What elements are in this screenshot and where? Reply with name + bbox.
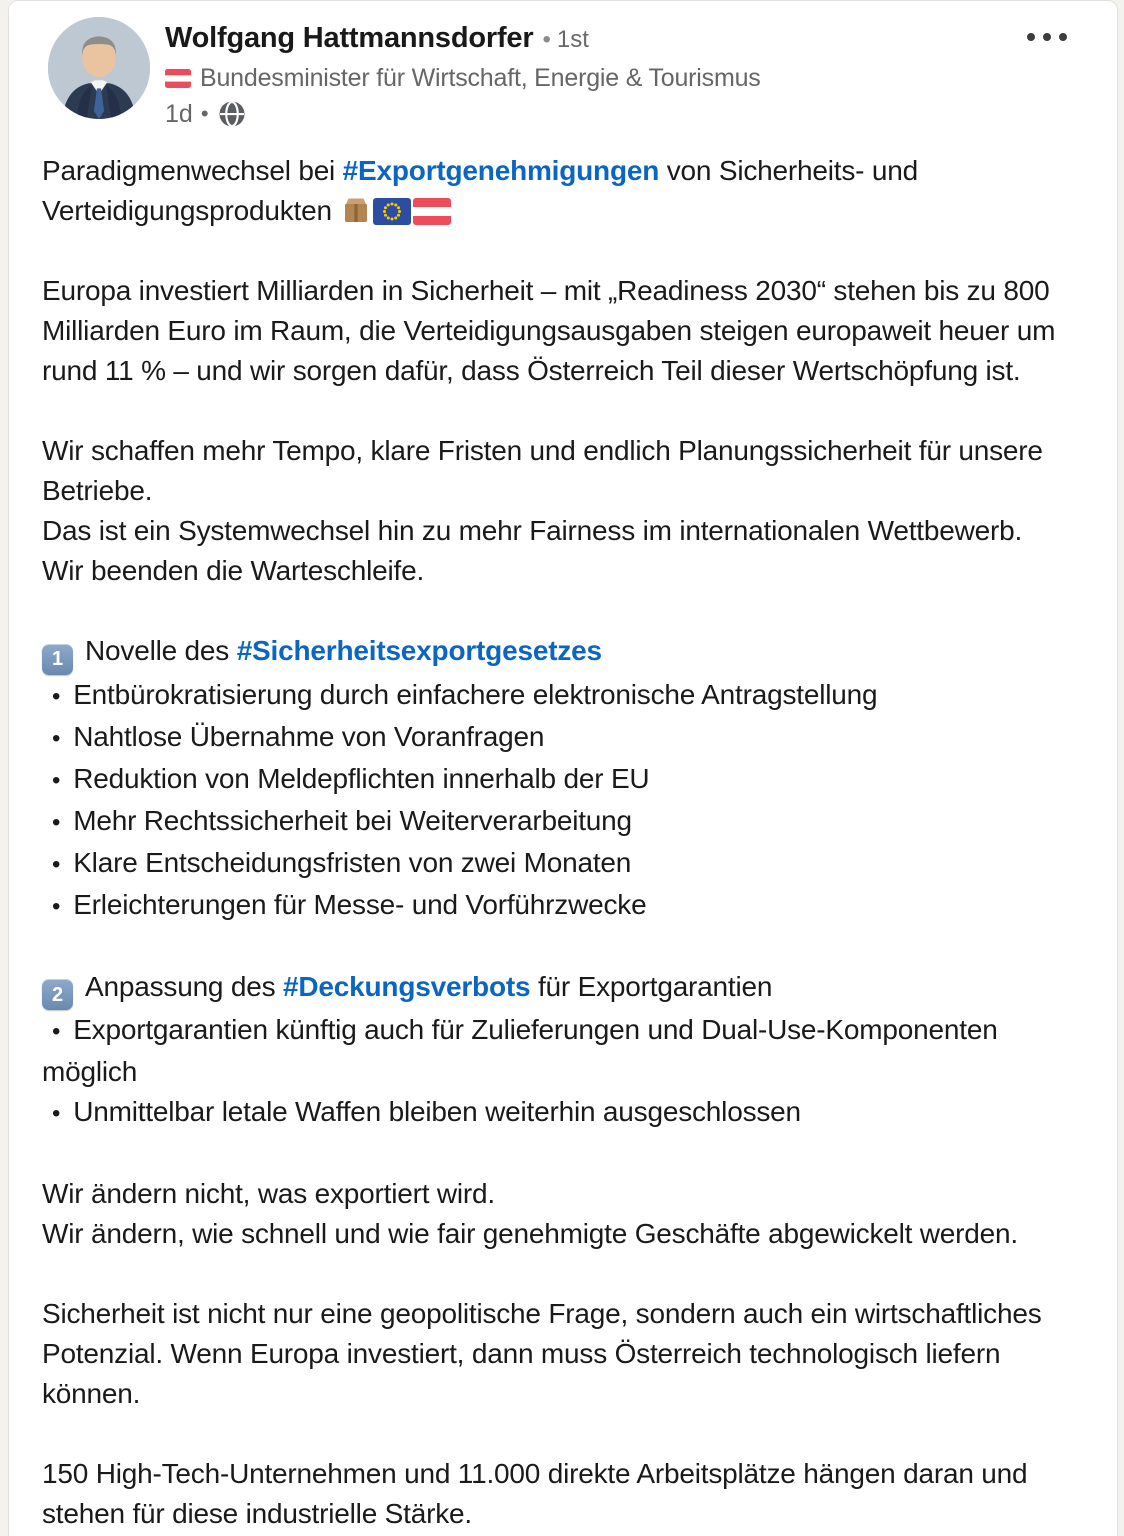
eu-flag-emoji — [373, 198, 411, 225]
bullet-text: Exportgarantien künftig auch für Zulieferungen und Dual-Use-Komponenten möglich — [42, 1014, 998, 1087]
bullet-item — [42, 843, 1081, 885]
connection-degree: 1st — [556, 26, 589, 53]
bullet-text: Nahtlose Übernahme von Voranfragen — [73, 720, 545, 752]
bullet-icon: • — [52, 682, 61, 710]
post-header — [9, 1, 1117, 131]
bullet-item — [42, 675, 1081, 717]
heading-text: Anpassung des — [85, 970, 284, 1002]
author-headline: Bundesminister für Wirtschaft, Energie & Tourismus — [200, 64, 761, 92]
paragraph-tempo — [42, 431, 1081, 591]
bullet-icon: • — [52, 1018, 61, 1045]
package-emoji — [341, 195, 371, 225]
avatar-portrait-image — [48, 17, 150, 119]
paragraph-text: Europa investiert Milliarden in Sicherheit – mit „Readiness 2030“ stehen bis zu 800 Milliarden Euro im Raum, die Verteidigungsausgaben steigen europaweit heuer um rund 11 % – und wir sorgen dafür, dass Österreich Teil dieser Wertschöpfung ist. — [42, 275, 1056, 386]
paragraph-line: Wir beenden die Warteschleife. — [42, 555, 425, 586]
bullet-text: Entbürokratisierung durch einfachere elektronische Antragstellung — [73, 678, 878, 710]
paragraph-line: Wir schaffen mehr Tempo, klare Fristen und endlich Planungssicherheit für unsere Betriebe. — [42, 435, 1043, 506]
post-age: 1d — [165, 100, 193, 128]
section-heading — [42, 631, 1081, 675]
bullet-item — [42, 717, 1081, 759]
section-novelle — [42, 631, 1081, 927]
bullet-item — [42, 1010, 1081, 1092]
section-deckungsverbot — [42, 967, 1081, 1135]
bullet-icon: • — [52, 850, 61, 878]
bullet-icon: • — [52, 808, 61, 836]
author-name[interactable]: Wolfgang Hattmannsdorfer — [165, 22, 534, 54]
hashtag-deckungsverbots[interactable]: #Deckungsverbots — [283, 970, 531, 1002]
author-headline-row — [165, 62, 761, 97]
bullet-text: Erleichterungen für Messe- und Vorführzwecke — [73, 888, 647, 920]
author-avatar[interactable] — [48, 17, 150, 119]
author-info — [165, 17, 761, 131]
post-card — [8, 0, 1118, 1536]
section-heading — [42, 967, 1081, 1011]
degree-separator: • — [542, 26, 551, 53]
time-separator: • — [200, 101, 209, 126]
paragraph-sicherheit — [42, 1294, 1081, 1414]
bullet-item — [42, 759, 1081, 801]
paragraph-line: Das ist ein Systemwechsel hin zu mehr Fairness im internationalen Wettbewerb. — [42, 515, 1023, 546]
paragraph-wir-aendern — [42, 1174, 1081, 1254]
hashtag-sicherheitsexportgesetzes[interactable]: #Sicherheitsexportgesetzes — [236, 635, 602, 666]
ellipsis-dot — [1059, 33, 1067, 41]
ellipsis-dot — [1043, 33, 1051, 41]
paragraph-line: Wir ändern, wie schnell und wie fair genehmigte Geschäfte abgewickelt werden. — [42, 1218, 1019, 1249]
paragraph-text: 150 High-Tech-Unternehmen und 11.000 direkte Arbeitsplätze hängen daran und stehen für diese industrielle Stärke. — [42, 1458, 1028, 1529]
ellipsis-dot — [1027, 33, 1035, 41]
bullet-item — [42, 885, 1081, 927]
keycap-2-emoji: 2 — [42, 979, 73, 1010]
hashtag-exportgenehmigungen[interactable]: #Exportgenehmigungen — [342, 155, 660, 186]
post-meta-row — [165, 97, 761, 131]
bullet-icon: • — [52, 724, 61, 752]
bullet-text: Unmittelbar letale Waffen bleiben weiterhin ausgeschlossen — [73, 1096, 801, 1127]
heading-text: Novelle des — [85, 635, 237, 666]
paragraph-text: Sicherheit ist nicht nur eine geopolitische Frage, sondern auch ein wirtschaftliches Potenzial. Wenn Europa investiert, dann muss Österreich technologisch liefern können. — [42, 1298, 1042, 1409]
bullet-icon: • — [52, 1100, 61, 1127]
intro-text-1: Paradigmenwechsel bei — [42, 155, 343, 186]
bullet-text: Reduktion von Meldepflichten innerhalb der EU — [73, 762, 650, 794]
bullet-icon: • — [52, 766, 61, 794]
bullet-icon: • — [52, 892, 61, 920]
post-body — [9, 151, 1117, 1534]
paragraph-line: Wir ändern nicht, was exportiert wird. — [42, 1178, 496, 1209]
intro-text-2: von Sicherheits- und Verteidigungsprodukten — [42, 155, 918, 226]
post-overflow-menu-button[interactable] — [1015, 17, 1079, 57]
bullet-text: Mehr Rechtssicherheit bei Weiterverarbeitung — [73, 804, 632, 836]
bullet-item — [42, 1092, 1081, 1134]
heading-text: für Exportgarantien — [530, 970, 773, 1002]
keycap-1-emoji: 1 — [42, 644, 73, 675]
paragraph-intro — [42, 151, 1081, 231]
austria-flag-icon — [165, 64, 191, 97]
austria-flag-emoji — [413, 198, 451, 225]
bullet-text: Klare Entscheidungsfristen von zwei Monaten — [73, 846, 632, 878]
paragraph-europe-invests — [42, 271, 1081, 391]
globe-icon — [217, 99, 247, 129]
paragraph-hightech — [42, 1454, 1081, 1534]
bullet-item — [42, 801, 1081, 843]
